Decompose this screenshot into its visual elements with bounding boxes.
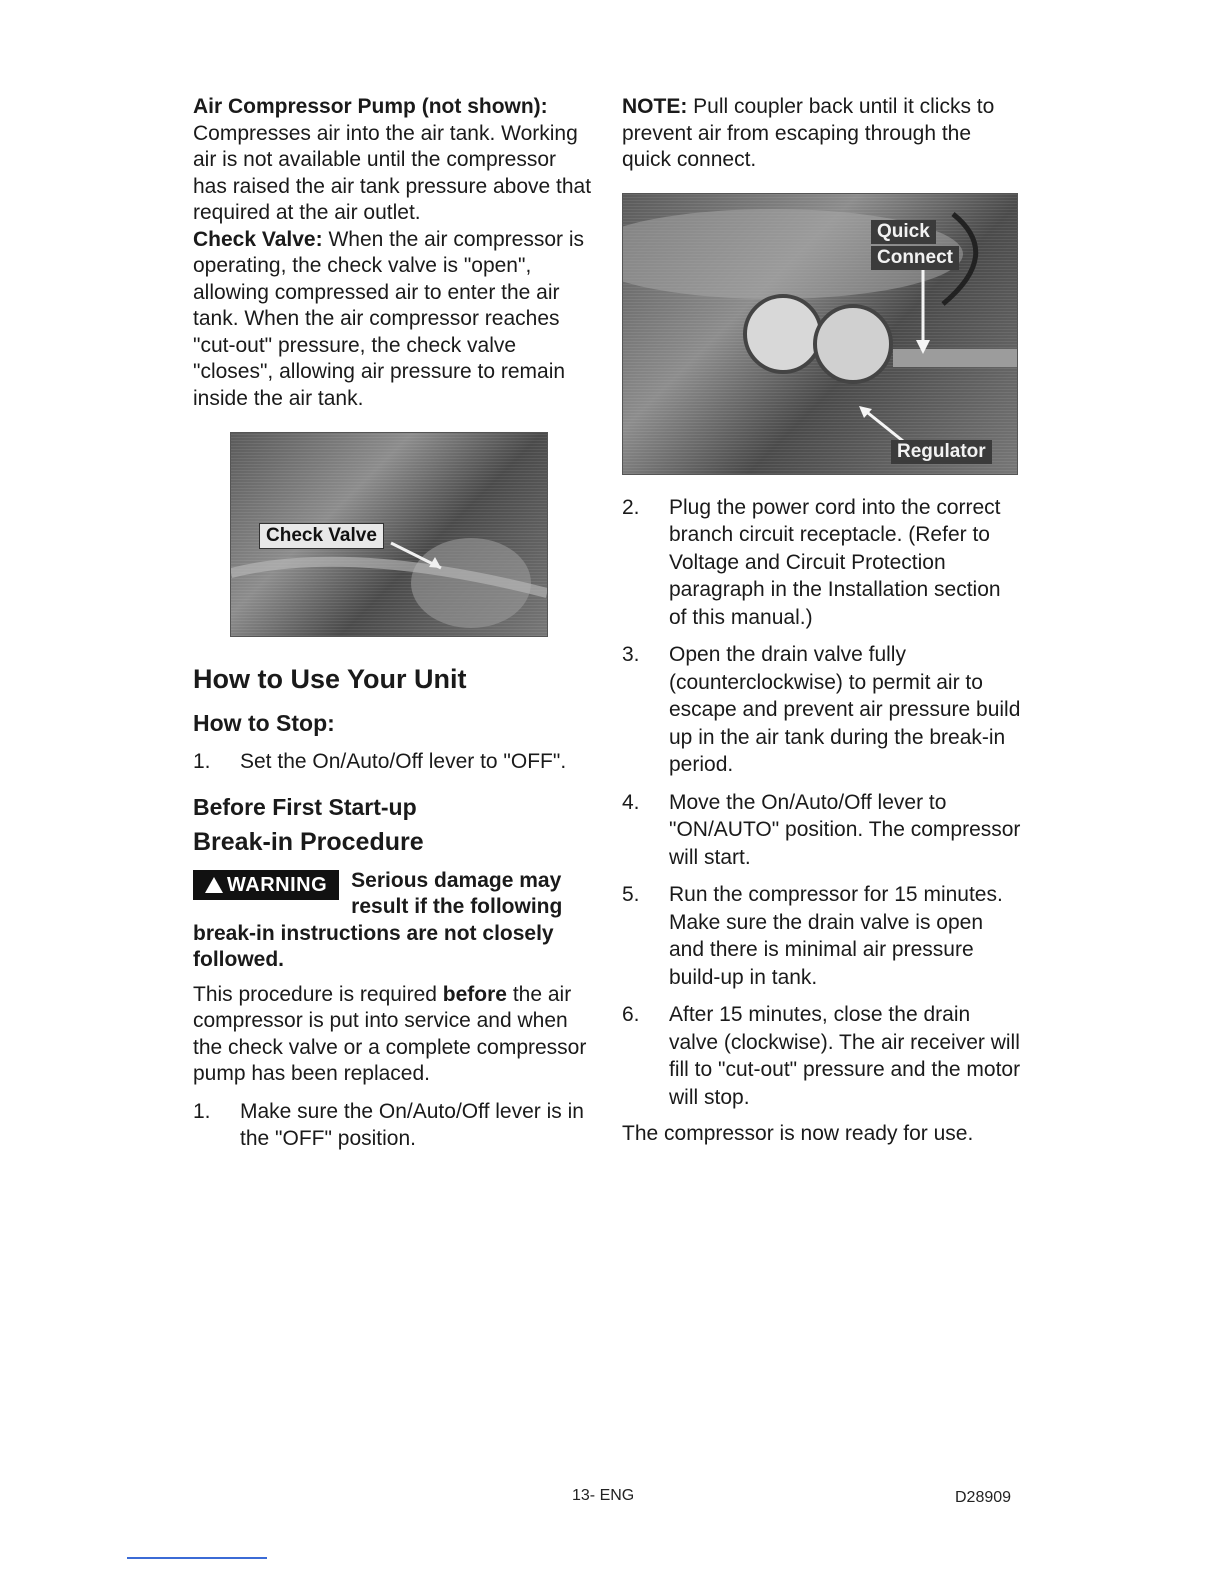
check-text: When the air compressor is operating, the check valve is "open", allowing compressed air to enter the air tank. When the air compressor reaches "cut-out" pressure, the check valve "closes", allowing air pressure to remain inside the air tank. bbox=[193, 227, 585, 410]
bottom-rule bbox=[127, 1557, 267, 1559]
compressor-photo bbox=[622, 193, 1018, 475]
procedure-step-1 bbox=[193, 1098, 593, 1153]
ready-text: The compressor is now ready for use. bbox=[622, 1122, 974, 1145]
step-text: Make sure the On/Auto/Off lever is in the "OFF" position. bbox=[240, 1099, 584, 1150]
warning-badge bbox=[193, 870, 339, 900]
step-text: Plug the power cord into the correct branch circuit receptacle. (Refer to Voltage and Circuit Protection paragraph in the Installation section of this manual.) bbox=[669, 495, 1001, 629]
step-4 bbox=[622, 789, 1022, 872]
quick-label: Quick bbox=[871, 220, 936, 244]
step-number: 4. bbox=[622, 790, 640, 814]
pump-text: Compresses air into the air tank. Working air is not available until the compressor has raised the air tank pressure above that required at the air outlet. bbox=[193, 121, 592, 224]
step-2 bbox=[622, 494, 1022, 632]
compressor-illustration bbox=[623, 194, 1017, 474]
procedure-pre: This procedure is required bbox=[193, 982, 443, 1006]
step-number: 1. bbox=[193, 1099, 211, 1123]
step-number: 2. bbox=[622, 495, 640, 519]
document-code: D28909 bbox=[955, 1489, 1012, 1506]
procedure-post: the air compressor is put into service and when the check valve or a complete compressor pump has been replaced. bbox=[193, 982, 587, 1085]
step-number: 5. bbox=[622, 883, 640, 906]
regulator-label: Regulator bbox=[891, 440, 992, 464]
step-number: 1. bbox=[193, 750, 211, 773]
check-valve-photo bbox=[230, 432, 548, 637]
warning-block bbox=[193, 868, 593, 974]
step-text: Set the On/Auto/Off lever to "OFF". bbox=[240, 750, 567, 773]
note-label: NOTE: bbox=[622, 95, 688, 118]
procedure-text bbox=[193, 982, 593, 1088]
step-6 bbox=[622, 1001, 1022, 1111]
step-text: After 15 minutes, close the drain valve (clockwise). The air receiver will fill to "cut-out" pressure and the motor will stop. bbox=[669, 1003, 1021, 1109]
pump-description bbox=[193, 94, 593, 227]
stop-steps bbox=[193, 748, 593, 776]
note-paragraph bbox=[622, 94, 1022, 174]
pump-heading: Air Compressor Pump (not shown): bbox=[193, 95, 548, 118]
before-first-heading: Before First Start-up bbox=[193, 793, 417, 820]
check-heading: Check Valve: bbox=[193, 227, 323, 251]
check-valve-photo-label: Check Valve bbox=[259, 523, 384, 549]
warning-label: WARNING bbox=[227, 873, 328, 896]
step-5 bbox=[622, 881, 1022, 991]
warning-text: Serious damage may result if the following break-in instructions are not closely followed. bbox=[193, 868, 563, 971]
step-text: Open the drain valve fully (counterclockwise) to permit air to escape and prevent air pressure build up in the air tank during the break-in period. bbox=[669, 643, 1021, 776]
note-text: Pull coupler back until it clicks to prevent air from escaping through the quick connect. bbox=[622, 95, 995, 171]
how-to-stop-heading: How to Stop: bbox=[193, 710, 335, 736]
right-steps bbox=[622, 494, 1022, 1112]
procedure-steps bbox=[193, 1098, 593, 1153]
check-valve-description bbox=[193, 227, 593, 413]
step-text: Move the On/Auto/Off lever to "ON/AUTO" position. The compressor will start. bbox=[669, 790, 1021, 869]
step-number: 6. bbox=[622, 1003, 640, 1026]
right-column bbox=[622, 94, 1022, 1148]
warning-triangle-icon bbox=[205, 877, 223, 893]
step-number: 3. bbox=[622, 643, 640, 666]
break-in-heading: Break-in Procedure bbox=[193, 827, 424, 856]
procedure-bold: before bbox=[442, 982, 507, 1006]
step-text: Run the compressor for 15 minutes. Make sure the drain valve is open and there is minimal air pressure build-up in tank. bbox=[669, 883, 1003, 989]
connect-label: Connect bbox=[871, 246, 959, 270]
stop-step-1 bbox=[193, 748, 593, 776]
page-number: 13- ENG bbox=[572, 1487, 635, 1504]
step-3 bbox=[622, 641, 1022, 779]
how-to-use-heading: How to Use Your Unit bbox=[193, 664, 467, 694]
left-column bbox=[193, 94, 593, 1153]
